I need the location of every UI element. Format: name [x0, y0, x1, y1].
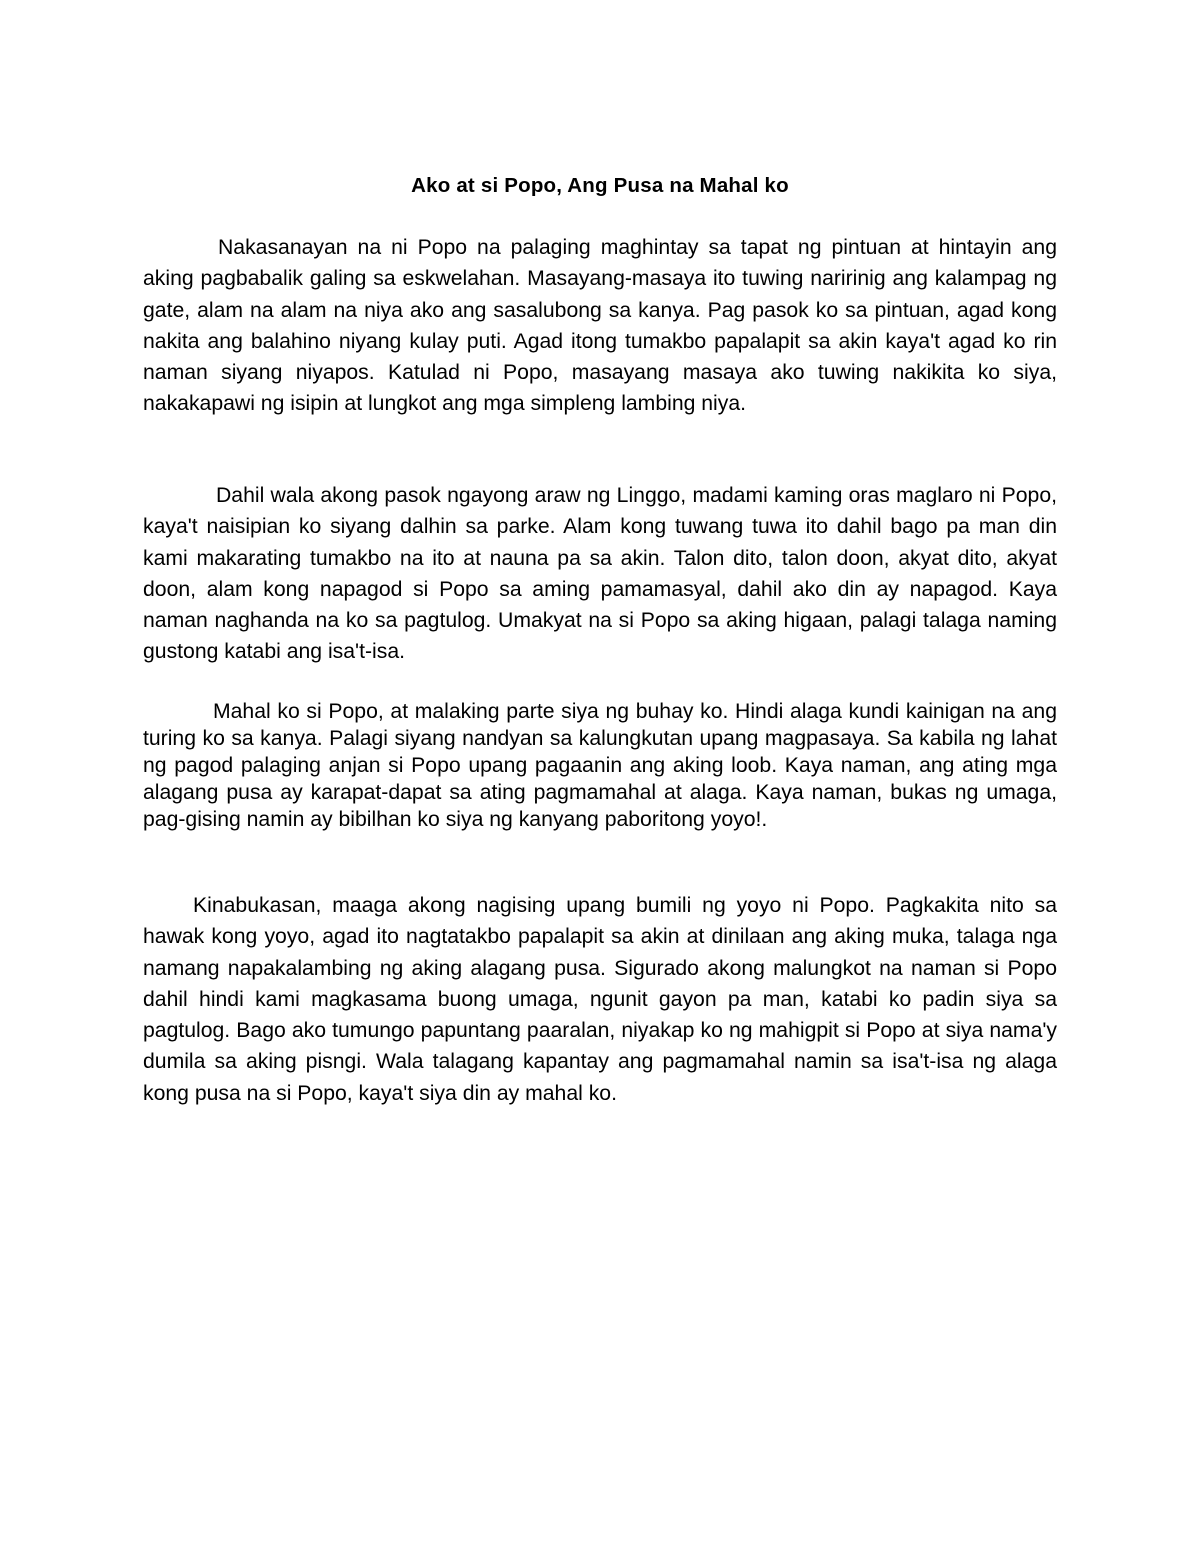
document-title: Ako at si Popo, Ang Pusa na Mahal ko	[411, 174, 789, 197]
paragraph-2: Dahil wala akong pasok ngayong araw ng Linggo, madami kaming oras maglaro ni Popo, kaya't naisipian ko siyang dalhin sa parke. Alam kong tuwang tuwa ito dahil bago pa man din kami makarating tumakbo na ito at nauna pa sa akin. Talon dito, talon doon, akyat dito, akyat doon, alam kong napagod si Popo sa aming pamamasyal, dahil ako din ay napagod. Kaya naman naghanda na ko sa pagtulog. Umakyat na si Popo sa aking higaan, palagi talaga naming gustong katabi ang isa't-isa.	[143, 484, 1057, 664]
paragraph-1: Nakasanayan na ni Popo na palaging maghintay sa tapat ng pintuan at hintayin ang aking pagbabalik galing sa eskwelahan. Masayang-masaya ito tuwing naririnig ang kalampag ng gate, alam na alam na niya ako ang sasalubong sa kanya. Pag pasok ko sa pintuan, agad kong nakita ang balahino niyang kulay puti. Agad itong tumakbo papalapit sa akin kaya't agad ko rin naman siyang niyapos. Katulad ni Popo, masayang masaya ako tuwing nakikita ko siya, nakakapawi ng isipin at lungkot ang mga simpleng lambing niya.	[143, 236, 1057, 416]
paragraph-4: Kinabukasan, maaga akong nagising upang bumili ng yoyo ni Popo. Pagkakita nito sa hawak kong yoyo, agad ito nagtatakbo papalapit sa akin at dinilaan ang aking muka, talaga nga namang napakalambing ng aking alagang pusa. Sigurado akong malungkot na naman si Popo dahil hindi kami magkasama buong umaga, ngunit gayon pa man, katabi ko padin siya sa pagtulog. Bago ako tumungo papuntang paaralan, niyakap ko ng mahigpit si Popo at siya nama'y dumila sa aking pisngi. Wala talagang kapantay ang pagmamahal namin sa isa't-isa ng alaga kong pusa na si Popo, kaya't siya din ay mahal ko.	[143, 894, 1057, 1105]
paragraph-3: Mahal ko si Popo, at malaking parte siya ng buhay ko. Hindi alaga kundi kainigan na ang turing ko sa kanya. Palagi siyang nandyan sa kalungkutan upang magpasaya. Sa kabila ng lahat ng pagod palaging anjan si Popo upang pagaanin ang aking loob. Kaya naman, ang ating mga alagang pusa ay karapat-dapat sa ating pagmamahal at alaga. Kaya naman, bukas ng umaga, pag-gising namin ay bibilhan ko siya ng kanyang paboritong yoyo!.	[143, 700, 1057, 831]
